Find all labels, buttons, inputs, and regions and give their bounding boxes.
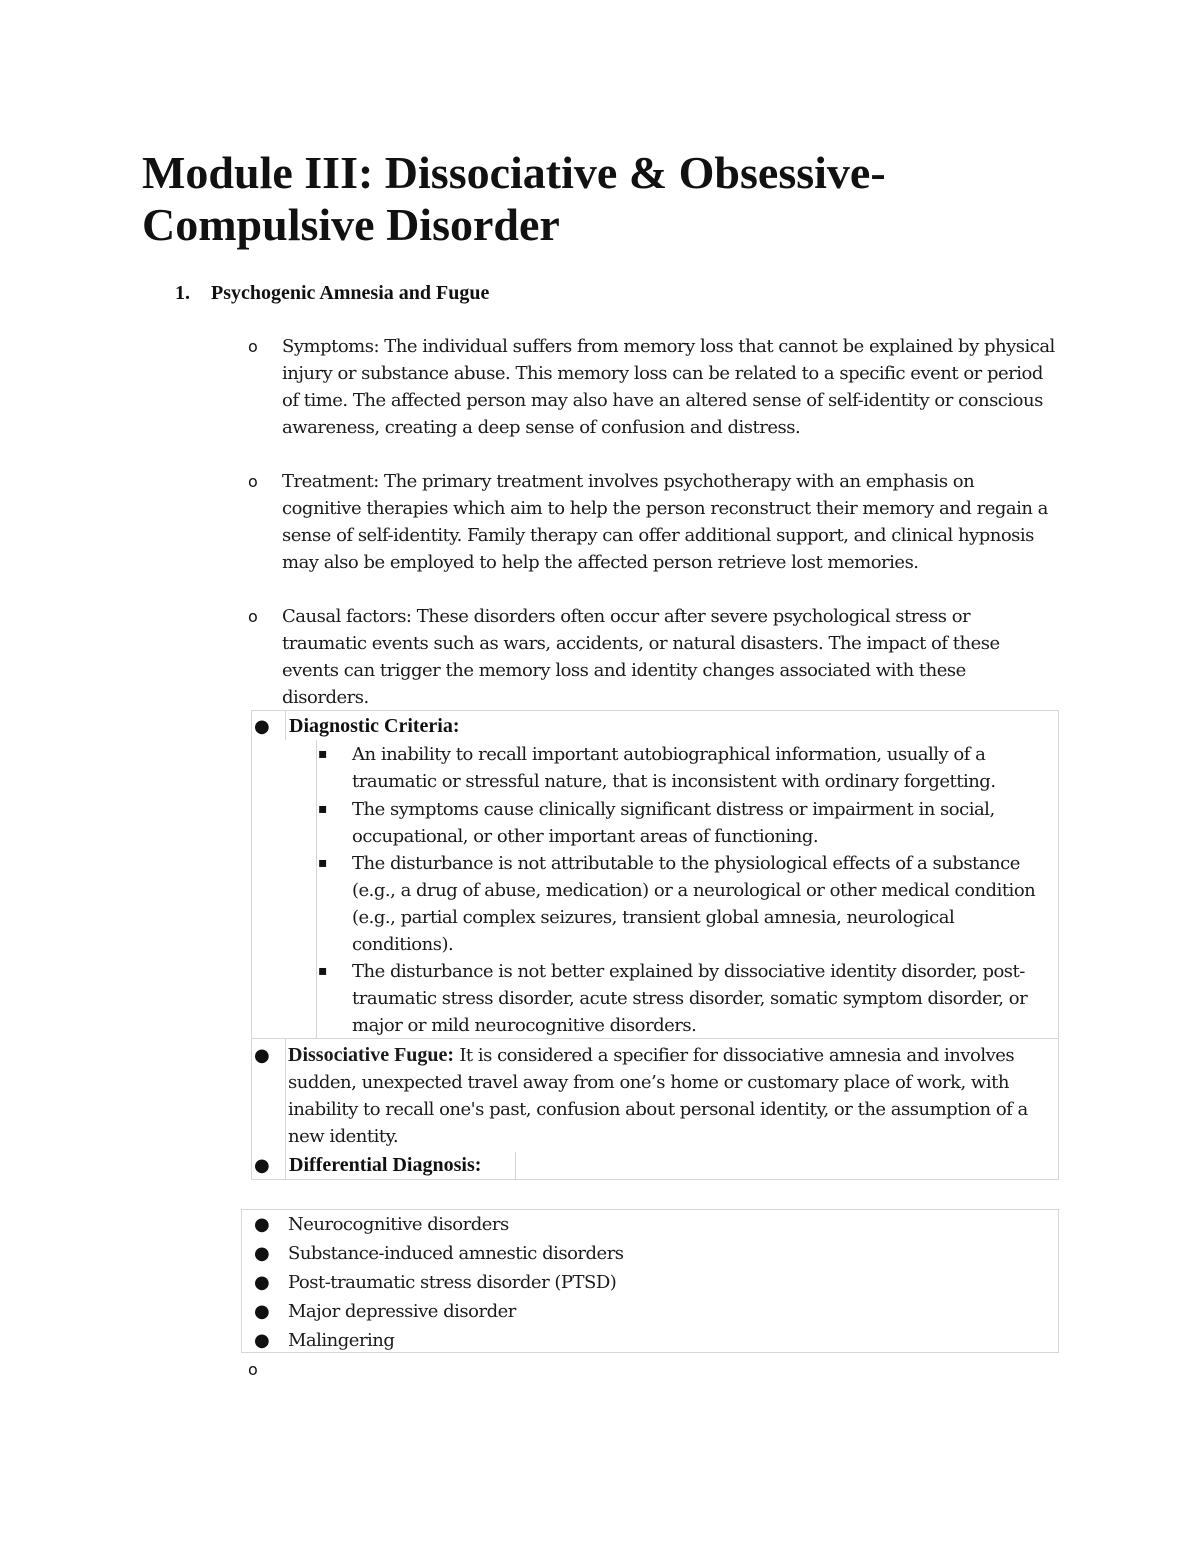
page-title-line-2: Compulsive Disorder — [142, 199, 560, 250]
criterion-item: An inability to recall important autobiographical information, usually of a traumatic or stressful nature, that is inconsistent with ordinary forgetting. — [352, 744, 996, 792]
section-heading — [175, 280, 489, 306]
cell-divider — [515, 1152, 516, 1180]
criterion-item: The disturbance is not better explained by dissociative identity disorder, post-traumatic stress disorder, acute stress disorder, somatic symptom disorder, or major or mild neurocognitive disorders. — [352, 961, 1028, 1036]
differential-diagnosis-label: Differential Diagnosis: — [289, 1154, 482, 1176]
bullet-icon: ● — [254, 1243, 270, 1264]
section-number: 1. — [175, 282, 190, 304]
differential-item: Substance-induced amnestic disorders — [288, 1243, 624, 1264]
circle-bullet-icon: o — [248, 607, 258, 626]
differential-item: Major depressive disorder — [288, 1301, 516, 1322]
circle-bullet-icon: o — [248, 337, 258, 356]
bullet-icon: ● — [254, 1155, 270, 1176]
square-bullet-icon: ▪ — [318, 855, 328, 871]
differential-item: Post-traumatic stress disorder (PTSD) — [288, 1272, 617, 1293]
causal-factors-paragraph: Causal factors: These disorders often occur after severe psychological stress or traumatic events such as wars, accidents, or natural disasters. The impact of these events can trigger the memory loss and identity changes associated with these disorders. — [282, 606, 1000, 708]
section-heading-text: Psychogenic Amnesia and Fugue — [211, 282, 490, 304]
square-bullet-icon: ▪ — [318, 746, 328, 762]
square-bullet-icon: ▪ — [318, 801, 328, 817]
cell-divider — [285, 710, 286, 740]
dissociative-fugue-paragraph — [288, 1042, 1058, 1150]
dissociative-fugue-label: Dissociative Fugue: — [288, 1044, 455, 1066]
page-title-line-1: Module III: Dissociative & Obsessive- — [142, 147, 886, 198]
criterion-item: The symptoms cause clinically significant distress or impairment in social, occupational, or other important areas of functioning. — [352, 799, 995, 847]
circle-bullet-icon: o — [248, 1360, 258, 1379]
bullet-icon: ● — [254, 1301, 270, 1322]
bullet-icon: ● — [254, 1330, 270, 1351]
bullet-icon: ● — [254, 1272, 270, 1293]
differential-item: Malingering — [288, 1330, 395, 1351]
cell-divider — [285, 1038, 286, 1180]
bullet-icon: ● — [254, 1214, 270, 1235]
differential-item: Neurocognitive disorders — [288, 1214, 509, 1235]
cell-divider — [316, 740, 317, 1038]
symptoms-paragraph: Symptoms: The individual suffers from memory loss that cannot be explained by physical injury or substance abuse. This memory loss can be related to a specific event or period of time. The affected person may also have an altered sense of self-identity or conscious awareness, creating a deep sense of confusion and distress. — [282, 336, 1055, 438]
square-bullet-icon: ▪ — [318, 963, 328, 979]
circle-bullet-icon: o — [248, 472, 258, 491]
bullet-icon: ● — [254, 716, 270, 737]
bullet-icon: ● — [254, 1045, 270, 1066]
criterion-item: The disturbance is not attributable to the physiological effects of a substance (e.g., a drug of abuse, medication) or a neurological or other medical condition (e.g., partial complex seizures, transient global amnesia, neurological conditions). — [352, 853, 1036, 955]
diagnostic-criteria-label: Diagnostic Criteria: — [289, 715, 460, 737]
treatment-paragraph: Treatment: The primary treatment involves psychotherapy with an emphasis on cognitive therapies which aim to help the person reconstruct their memory and regain a sense of self-identity. Family therapy can offer additional support, and clinical hypnosis may also be employed to help the affected person retrieve lost memories. — [282, 471, 1048, 573]
dissociative-fugue-text: It is considered a specifier for dissociative amnesia and involves sudden, unexpected travel away from one’s home or customary place of work, with inability to recall one's past, confusion about personal identity, or the assumption of a new identity. — [288, 1045, 1028, 1147]
